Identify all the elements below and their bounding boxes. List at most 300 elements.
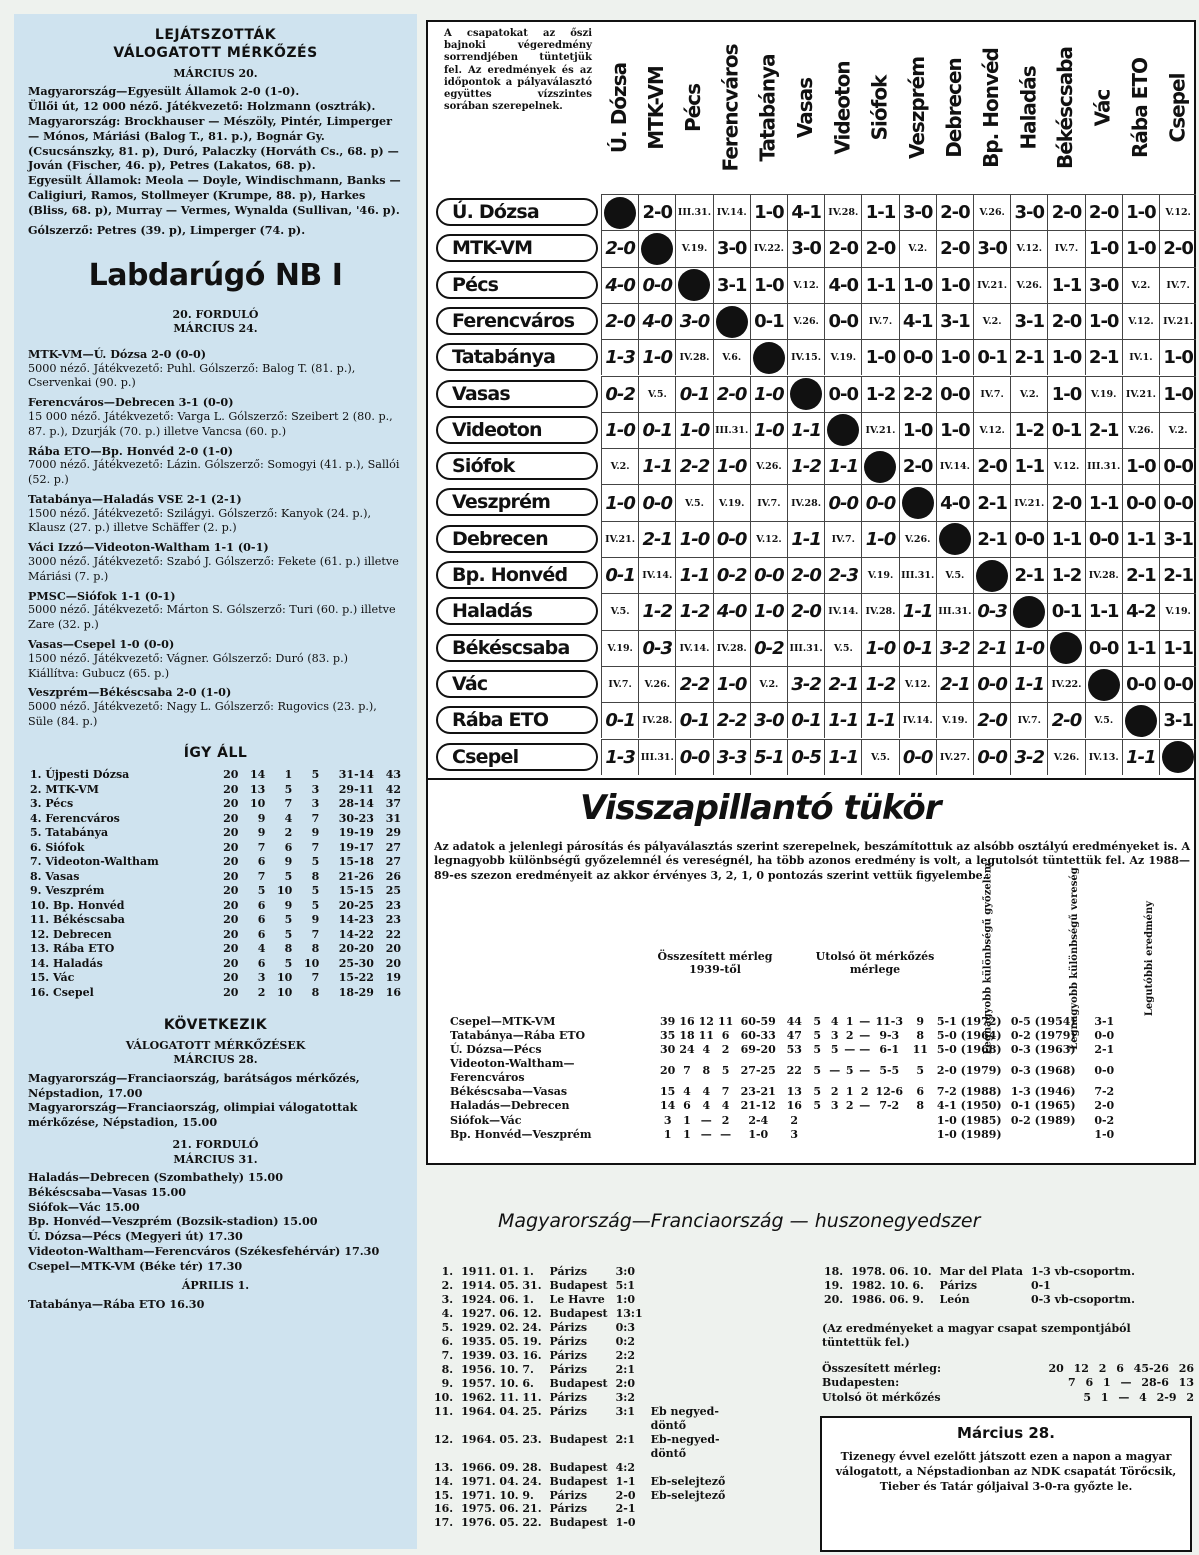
- grid-cell: 2-0: [713, 376, 750, 412]
- mer-row: [448, 1057, 1126, 1085]
- grid-col-head: [679, 22, 707, 194]
- mer-cell: [827, 1128, 842, 1142]
- valogatott-text: Magyarország—Egyesült Államok 2-0 (1-0). Üllői út, 12 000 néző. Játékvezető: Holzmann (osztrák). Magyarország: Brockhauser — Mészöly, Pintér, Limperger — Mónos, Máriási (Balog T., 81. p.), Bognár Gy. (Csucsánszky, 81. p), Duró, Palaczky (Horváth Cs., 68. p) — Jován (Fischer, 46. p), Petres (Lakatos, 68. p). Egyesült Államok: Meola — Doyle, Windischmann, Banks — Caligiuri, Ramos, Stollmeyer (Krumpe, 88. p), Harkes (Bliss, 68. p), Murray — Vermes, Wynalda (Sullivan, '46. p).: [28, 84, 401, 217]
- grid-col-head: [1089, 22, 1117, 194]
- mer-cell: 20: [660, 1064, 676, 1078]
- grid-cell: IV.1.: [1122, 339, 1159, 375]
- grid-col-head-label: Békéscsaba: [1053, 46, 1078, 170]
- fr-game-cell: Párizs: [549, 1348, 588, 1362]
- fr-game-cell: León: [939, 1292, 970, 1306]
- standings-row: [28, 986, 403, 1001]
- mer-cell: 16: [679, 1015, 695, 1028]
- mer-cell: 4: [683, 1085, 691, 1099]
- grid-cell: 2-1: [824, 666, 861, 702]
- mer-cell: 24: [679, 1043, 695, 1057]
- fr-game-cell: 14.: [434, 1474, 454, 1488]
- grid-cell: 2-0: [638, 194, 675, 230]
- grid-cell: III.31.: [787, 630, 824, 666]
- fr-game-cell: 1971. 04. 24.: [461, 1474, 542, 1488]
- grid-cell: 2-0: [601, 230, 638, 266]
- result-text: 1500 néző. Játékvezető: Szilágyi. Gólszerző: Kanyok (24. p.), Klausz (27. p.) illetve Schäffer (2. p.): [28, 506, 371, 535]
- fr-game-cell: 1964. 05. 23.: [461, 1432, 542, 1446]
- mer-cell: —: [829, 1064, 841, 1078]
- fr-game-cell: 5.: [441, 1320, 454, 1334]
- grid-col-head-label: Ferencváros: [718, 44, 743, 172]
- grid-col-head-label: Ú. Dózsa: [607, 62, 631, 154]
- grid-cell: IV.7.: [973, 376, 1010, 412]
- mer-cell: 3: [830, 1029, 839, 1043]
- grid-col-head-label: Debrecen: [941, 58, 966, 158]
- grid-cell: IV.14.: [638, 557, 675, 593]
- standings-cell: 18-29: [338, 985, 374, 999]
- standings-cell: 9. Veszprém: [30, 884, 105, 898]
- mer-cell: 9: [916, 1015, 925, 1028]
- grid-cell: 1-3: [601, 339, 638, 375]
- grid-dot: [787, 376, 824, 412]
- grid-cell: 2-0: [936, 230, 973, 266]
- mer-cell: [807, 1114, 827, 1128]
- grid-cell: IV.21.: [601, 521, 638, 557]
- grid-cell: 4-0: [601, 267, 638, 303]
- standings-cell: 9: [257, 826, 266, 840]
- standings-cell: 42: [385, 782, 401, 796]
- grid-cell: 1-2: [787, 448, 824, 484]
- grid-cell: 1-1: [1010, 448, 1047, 484]
- standings-table: [28, 768, 403, 1000]
- mer-cell: 2: [790, 1113, 799, 1127]
- mer-cell: 4-1 (1950): [936, 1099, 1002, 1113]
- grid-cell: 0-1: [750, 303, 787, 339]
- grid-cell: 1-1: [824, 448, 861, 484]
- grid-cell: 2-3: [824, 557, 861, 593]
- standings-cell: 8: [311, 942, 320, 956]
- fr-game-cell: Budapest: [549, 1376, 608, 1390]
- fr-game-cell: 1957. 10. 6.: [461, 1376, 534, 1390]
- grid-cell: 4-0: [638, 303, 675, 339]
- fr-game-cell: 1978. 06. 10.: [851, 1265, 932, 1278]
- grid-dot: [1047, 630, 1084, 666]
- grid-dot: [1010, 593, 1047, 629]
- grid-cell: 1-1: [1122, 630, 1159, 666]
- mer-cell: 2: [845, 1029, 854, 1043]
- grid-cell: 3-2: [787, 666, 824, 702]
- grid-cell: V.5.: [861, 739, 898, 775]
- kov-sub: VÁLOGATOTT MÉRKŐZÉSEK MÁRCIUS 28.: [125, 1038, 306, 1067]
- grid-cell: IV.7.: [861, 303, 898, 339]
- grid-cell: 0-5: [787, 739, 824, 775]
- grid-cell: 2-2: [675, 666, 712, 702]
- mer-cell: 14: [660, 1099, 676, 1113]
- standings-cell: 25-30: [338, 956, 374, 970]
- mer-cell: 39: [660, 1015, 676, 1028]
- standings-row: [28, 971, 403, 986]
- standings-cell: 20: [385, 956, 401, 970]
- grid-cell: 0-0: [638, 267, 675, 303]
- sum-label: Összesített mérleg:: [822, 1362, 942, 1375]
- fr-game-cell: 2:1: [615, 1362, 635, 1376]
- standings-cell: 15-22: [338, 971, 374, 985]
- fr-game-cell: 1962. 11. 11.: [461, 1390, 542, 1404]
- standings-cell: 20: [223, 782, 239, 796]
- kovetkezik-title: KÖVETKEZIK: [163, 1017, 268, 1034]
- fr-game-cell: Párizs: [549, 1390, 588, 1404]
- fr-game-cell: 1914. 05. 31.: [461, 1278, 542, 1292]
- grid-cell: 4-1: [787, 194, 824, 230]
- grid-cell: 1-0: [899, 412, 936, 448]
- grid-col-head: [791, 22, 819, 194]
- grid-cell: III.31.: [899, 557, 936, 593]
- standings-cell: 14-23: [338, 913, 374, 927]
- fr-game-cell: Eb negyed- döntő: [650, 1404, 719, 1432]
- grid-cell: 0-0: [899, 739, 936, 775]
- fr-game-cell: Budapest: [549, 1516, 608, 1530]
- grid-cell: 1-1: [1047, 267, 1084, 303]
- grid-cell: IV.7.: [750, 484, 787, 520]
- grid-cell: 1-0: [750, 412, 787, 448]
- fr-game-cell: 1-3 vb-csoportm.: [1030, 1265, 1135, 1278]
- grid-cell: 4-0: [713, 593, 750, 629]
- grid-cell: 0-0: [1159, 448, 1196, 484]
- grid-cell: 1-0: [675, 412, 712, 448]
- fr-game-row: [820, 1265, 1139, 1279]
- mer-cell: [906, 1128, 934, 1142]
- fr-game-row: [430, 1433, 729, 1461]
- grid-cell: 0-0: [1085, 521, 1122, 557]
- mer-cell: Tatabánya—Rába ETO: [450, 1029, 586, 1043]
- grid-cell: 2-0: [973, 448, 1010, 484]
- fr-game-cell: Eb-selejtező: [650, 1488, 726, 1502]
- grid-cell: 1-0: [713, 666, 750, 702]
- grid-cell: 0-1: [973, 339, 1010, 375]
- mer-cell: 0-2 (1979): [1010, 1029, 1076, 1043]
- grid-cell: 2-0: [861, 230, 898, 266]
- standings-cell: 7: [311, 927, 320, 941]
- fr-game-cell: 15.: [434, 1488, 454, 1502]
- mer-cell: 47: [786, 1029, 802, 1043]
- standings-cell: 7: [311, 971, 320, 985]
- fr-game-cell: 11.: [434, 1404, 454, 1418]
- mer-cell: —: [859, 1099, 871, 1113]
- grid-cell: 1-0: [750, 194, 787, 230]
- aprilis-text: Tatabánya—Rába ETO 16.30: [28, 1297, 205, 1311]
- grid-cell: V.26.: [750, 448, 787, 484]
- grid-cell: 1-0: [750, 267, 787, 303]
- grid-col-head-label: Tatabánya: [755, 54, 780, 162]
- grid-dot-mark: [790, 378, 822, 410]
- fr-game-cell: 9.: [441, 1376, 454, 1390]
- grid-cell: 4-1: [899, 303, 936, 339]
- grid-cell: 0-0: [675, 739, 712, 775]
- standings-cell: 26: [385, 869, 401, 883]
- grid-cell: V.26.: [1122, 412, 1159, 448]
- grid-cell: 1-3: [601, 739, 638, 775]
- standings-row: [28, 855, 403, 870]
- grid-cell: 2-0: [1047, 702, 1084, 738]
- standings-cell: 16: [385, 985, 401, 999]
- standings-cell: 23: [385, 913, 401, 927]
- grid-col-head: [717, 22, 745, 194]
- grid-col-head-label: Vác: [1090, 89, 1115, 127]
- standings-cell: 6: [257, 913, 266, 927]
- fr-game-row: [430, 1461, 729, 1475]
- mer-cell: 12: [698, 1015, 714, 1028]
- fr-game-cell: Mar del Plata: [939, 1265, 1023, 1278]
- mer-cell: 0-0: [1094, 1029, 1115, 1043]
- nb-title: Labdarúgó NB I: [88, 258, 343, 294]
- fordulo21-text: Haladás—Debrecen (Szombathely) 15.00 Békéscsaba—Vasas 15.00 Siófok—Vác 15.00 Bp. Honvéd—Veszprém (Bozsik-stadion) 15.00 Ú. Dózsa—Pécs (Megyeri út) 17.30 Videoton-Waltham—Ferencváros (Székesfehérvár) 17.30 Csepel—MTK-VM (Béke tér) 17.30: [28, 1170, 380, 1273]
- grid-col-head-label: Siófok: [867, 75, 892, 141]
- grid-cell: 0-1: [675, 702, 712, 738]
- grid-cell: IV.28.: [861, 593, 898, 629]
- grid-cell: IV.28.: [675, 339, 712, 375]
- marc-box: [820, 1416, 1192, 1552]
- fr-game-cell: 18.: [824, 1265, 844, 1278]
- grid-cell: 2-0: [936, 194, 973, 230]
- grid-cell: 0-2: [713, 557, 750, 593]
- grid-cell: V.26.: [1010, 267, 1047, 303]
- mer-cell: Békéscsaba—Vasas: [450, 1085, 568, 1099]
- fr-game-row: [430, 1502, 729, 1516]
- grid-cell: V.12.: [787, 267, 824, 303]
- grid-cell: 0-3: [638, 630, 675, 666]
- fr-game-row: [430, 1293, 729, 1307]
- grid-col-head: [1051, 22, 1079, 194]
- fr-game-cell: 1966. 09. 28.: [461, 1460, 542, 1474]
- grid-cell: V.26.: [787, 303, 824, 339]
- grid-cell: 3-0: [899, 194, 936, 230]
- mer-cell: 6: [683, 1099, 691, 1113]
- grid-cell: IV.21.: [1122, 376, 1159, 412]
- standings-cell: 6. Siófok: [30, 840, 85, 854]
- fr-game-row: [430, 1279, 729, 1293]
- fr-game-cell: 1.: [441, 1265, 454, 1278]
- vissza-intro: Az adatok a jelenlegi párosítás és pályaválasztás szerint szerepelnek, beszámítottuk az alsóbb osztályú eredményeket is. A legnagyobb különbségű győzelemnél és vereségnél, ha több azonos eredmény is volt, a legutolsót tüntettük fel. Az 1988—89-es szezon eredményeit az akkor érvényes 3, 2, 1, 0 pontozás szerint vettük figyelembe.: [434, 840, 1190, 882]
- grid-cell: 1-0: [899, 267, 936, 303]
- grid-col-head-label: Veszprém: [904, 56, 929, 160]
- standings-cell: 8. Vasas: [30, 869, 80, 883]
- grid-dot-mark: [1013, 596, 1045, 628]
- grid-cell: V.6.: [713, 339, 750, 375]
- standings-cell: 5: [284, 869, 293, 883]
- grid-col-head-label: Bp. Honvéd: [979, 48, 1004, 168]
- standings-cell: 5: [284, 956, 293, 970]
- grid-dot: [1122, 702, 1159, 738]
- mer-cell: 1: [683, 1127, 691, 1141]
- mer-cell: 11-3: [875, 1015, 904, 1028]
- mer-cell: 23-21: [740, 1085, 776, 1099]
- grid-cell: 2-0: [787, 557, 824, 593]
- grid-row-head: Haladás: [436, 597, 598, 625]
- standings-cell: 15-15: [338, 884, 374, 898]
- grid-row-head: Tatabánya: [436, 343, 598, 371]
- fr-game-cell: 1975. 06. 21.: [461, 1502, 542, 1516]
- grid-row-head: Siófok: [436, 452, 598, 480]
- grid-dot: [936, 521, 973, 557]
- bp-label: Budapesten:: [822, 1376, 900, 1390]
- grid-cell: 3-0: [675, 303, 712, 339]
- mer-cell: 21-12: [740, 1099, 776, 1113]
- standings-cell: 14: [250, 768, 266, 782]
- grid-col-head: [1126, 22, 1154, 194]
- mer-cell: Haladás—Debrecen: [450, 1099, 570, 1113]
- grid-cell: 0-2: [750, 630, 787, 666]
- grid-dot: [750, 339, 787, 375]
- mer-cell: —: [700, 1113, 712, 1127]
- fr-game-cell: 19.: [824, 1278, 844, 1292]
- grid-dot: [861, 448, 898, 484]
- mer-cell: 2: [721, 1113, 730, 1127]
- vhead-last: Legutóbbi eredmény: [1144, 900, 1156, 1016]
- standings-cell: 6: [284, 840, 293, 854]
- grid-dot-mark: [678, 269, 710, 301]
- standings-cell: 20: [223, 927, 239, 941]
- fr-game-cell: Párizs: [549, 1362, 588, 1376]
- grid-cell: 2-1: [1122, 557, 1159, 593]
- grid-cell: 3-0: [713, 230, 750, 266]
- standings-cell: 5: [284, 927, 293, 941]
- standings-cell: 9: [311, 826, 320, 840]
- mer-cell: 11: [717, 1015, 734, 1028]
- fr-game-cell: 2-0: [615, 1488, 636, 1502]
- mer-cell: —: [859, 1043, 871, 1057]
- grid-cell: 1-0: [861, 630, 898, 666]
- grid-cell: III.31.: [638, 739, 675, 775]
- fr-game-cell: Párizs: [549, 1265, 588, 1278]
- fr-game-cell: Párizs: [549, 1320, 588, 1334]
- grid-cell: V.12.: [1010, 230, 1047, 266]
- grid-cell: 3-2: [936, 630, 973, 666]
- grid-cell: IV.21.: [1010, 484, 1047, 520]
- mer-cell: 69-20: [740, 1043, 776, 1057]
- grid-row-head: Videoton: [436, 416, 598, 444]
- last5-label: Utolsó öt mérkőzés: [822, 1390, 941, 1404]
- fr-game-cell: 10.: [434, 1390, 454, 1404]
- fr-game-cell: 4:2: [615, 1460, 635, 1474]
- fr-game-cell: Eb-negyed- döntő: [650, 1432, 720, 1460]
- standings-cell: 30-23: [338, 811, 374, 825]
- mer-cell: Bp. Honvéd—Veszprém: [450, 1127, 592, 1141]
- fr-game-cell: 1929. 02. 24.: [461, 1320, 542, 1334]
- grid-cell: 3-0: [787, 230, 824, 266]
- grid-cell: 0-0: [1122, 484, 1159, 520]
- grid-row-head: Veszprém: [436, 488, 598, 516]
- fr-game-cell: [647, 1307, 730, 1321]
- grid-cell: 1-0: [861, 339, 898, 375]
- fr-game-cell: Párizs: [549, 1404, 588, 1418]
- result-text: 3000 néző. Játékvezető: Szabó J. Gólszerző: Fekete (61. p.) illetve Máriási (7. p.): [28, 555, 399, 583]
- grid-cell: 1-2: [861, 666, 898, 702]
- grid-cell: 0-0: [861, 484, 898, 520]
- standings-cell: 10: [276, 884, 293, 898]
- standings-cell: 7: [284, 797, 293, 811]
- fr-game-row: [430, 1489, 729, 1503]
- fr-game-cell: [647, 1265, 730, 1279]
- grid-col-head: [940, 22, 968, 194]
- mer-cell: 27-25: [740, 1064, 776, 1078]
- grid-cell: V.5.: [601, 593, 638, 629]
- fr-game-cell: 2:0: [615, 1376, 635, 1390]
- standings-cell: 9: [257, 811, 266, 825]
- grid-cell: III.31.: [675, 194, 712, 230]
- grid-cell: V.12.: [973, 412, 1010, 448]
- standings-cell: 29-11: [338, 782, 374, 796]
- grid-cell: IV.7.: [1159, 267, 1196, 303]
- fr-game-row: [430, 1391, 729, 1405]
- fr-game-cell: Budapest: [549, 1474, 608, 1488]
- fr-game-cell: [647, 1502, 730, 1516]
- fr-game-cell: 0:3: [615, 1320, 635, 1334]
- grid-cell: IV.21.: [861, 412, 898, 448]
- standings-row: [28, 768, 403, 783]
- mer-cell: 60-33: [740, 1029, 776, 1043]
- fordulo21-title: 21. FORDULÓ MÁRCIUS 31.: [172, 1137, 259, 1166]
- mer-cell: 5-1 (1972): [936, 1015, 1002, 1028]
- grid-cell: V.19.: [861, 557, 898, 593]
- mer-cell: [827, 1114, 842, 1128]
- grid-cell: IV.22.: [750, 230, 787, 266]
- fr-game-cell: 1927. 06. 12.: [461, 1306, 542, 1320]
- mer-cell: 15: [660, 1085, 676, 1099]
- standings-cell: 3. Pécs: [30, 797, 74, 811]
- grid-cell: 1-1: [1085, 593, 1122, 629]
- fr-game-cell: Eb-selejtező: [650, 1474, 726, 1488]
- fr-game-cell: 0-1: [1030, 1278, 1051, 1292]
- standings-cell: 16. Csepel: [30, 985, 94, 999]
- mer-cell: 7-2: [1094, 1085, 1115, 1099]
- fr-game-cell: 1971. 10. 9.: [461, 1488, 534, 1502]
- grid-cell: IV.14.: [824, 593, 861, 629]
- grid-cell: 2-0: [1047, 194, 1084, 230]
- mer-cell: 53: [786, 1043, 802, 1057]
- grid-dot-mark: [641, 233, 673, 265]
- grid-cell: 1-0: [1122, 194, 1159, 230]
- mer-cell: 3: [830, 1099, 839, 1113]
- mer-cell: 5: [721, 1064, 730, 1078]
- grid-cell: 0-1: [787, 702, 824, 738]
- fr-game-cell: Le Havre: [549, 1292, 605, 1306]
- grid-cell: V.2.: [1010, 376, 1047, 412]
- standings-cell: 4. Ferencváros: [30, 811, 120, 825]
- fr-game-cell: 1976. 05. 22.: [461, 1516, 542, 1530]
- standings-row: [28, 913, 403, 928]
- fr-game-cell: 16.: [434, 1502, 454, 1516]
- standings-cell: 37: [385, 797, 401, 811]
- fr-game-cell: [647, 1461, 730, 1475]
- mer-cell: [842, 1114, 857, 1128]
- standings-cell: 20: [223, 811, 239, 825]
- grid-cell: 0-0: [973, 666, 1010, 702]
- fr-game-cell: 1956. 10. 7.: [461, 1362, 534, 1376]
- standings-cell: 10: [276, 985, 293, 999]
- mer-cell: 3-1: [1094, 1015, 1115, 1028]
- mer-row: [448, 1085, 1126, 1099]
- standings-cell: 5. Tatabánya: [30, 826, 109, 840]
- standings-row: [28, 826, 403, 841]
- standings-cell: 31: [385, 811, 401, 825]
- grid-cell: 1-0: [1159, 339, 1196, 375]
- mer-cell: 8: [916, 1099, 925, 1113]
- grid-cell: 2-2: [713, 702, 750, 738]
- mer-cell: 7-2: [879, 1099, 900, 1113]
- standings-cell: 15-18: [338, 855, 374, 869]
- grid-cell: 2-1: [1010, 339, 1047, 375]
- grid-cell: 1-0: [1085, 230, 1122, 266]
- grid-cell: IV.14.: [713, 194, 750, 230]
- standings-cell: 1. Újpesti Dózsa: [30, 768, 130, 782]
- fr-game-cell: 20.: [824, 1292, 844, 1306]
- grid-cell: V.26.: [899, 521, 936, 557]
- fr-games-table-2: [820, 1265, 1139, 1307]
